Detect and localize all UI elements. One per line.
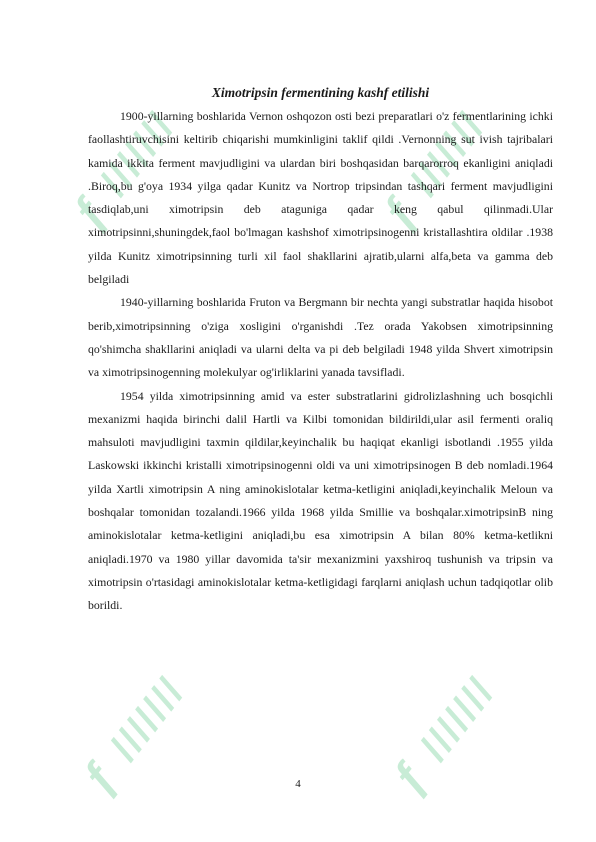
paragraph-2: 1940-yillarning boshlarida Fruton va Bergmann bir nechta yangi substratlar haqida hisobot berib,ximotripsinning o'ziga xosligini o'rganishdi .Tez orada Yakobsen ximotripsinning qo'shimcha shakllarini aniqladi va ularni delta va pi deb belgiladi 1948 yilda Shvert ximotripsin va ximotripsinogenning molekulyar og'irliklarini yanada tavsifladi. (88, 295, 553, 380)
page-number: 4 (295, 778, 301, 790)
watermark-mark-4: ƒ /////// (380, 669, 504, 803)
paragraph-1: 1900-yillarning boshlarida Vernon oshqozon osti bezi preparatlari o'z fermentlarining ichki faollashtiruvchisini keltirib chiqarishi mumkinligini taklif qildi .Vernonning sut ivish tajribalari kamida ikkita ferment mavjudligini va ulardan biri boshqasidan barqarorroq ekanligini aniqladi .Biroq,bu g'oya 1934 yilga qadar Kunitz va Nortrop tripsindan tashqari ferment mavjudligini tasdiqlab,uni ximotripsin deb ataguniga qadar keng qabul qilinmadi.Ular ximotripsinni,shuningdek,faol bo'lmagan kashshof ximotripsinogenni kristallashtira oldilar .1938 yilda Kunitz ximotripsinning turli xil faol shakllarini ajratib,ularni alfa,beta va gamma deb belgiladi (88, 109, 553, 287)
document-body (88, 82, 553, 618)
document-title: Ximotripsin fermentining kashf etilishi (211, 85, 430, 100)
paragraph-3: 1954 yilda ximotripsinning amid va ester substratlarini gidrolizlashning uch bosqichli mexanizmi haqida birinchi dalil Hartli va Kilbi tomonidan bildirildi,ular asil fermenti oraliq mahsuloti mavjudligini taxmin qildilar,keyinchalik bu haqiqat ekanligi isbotlandi .1955 yilda Laskowski ikkinchi kristalli ximotripsinogenni oldi va uni ximotripsinogen B deb nomladi.1964 yilda Xartli ximotripsin A ning aminokislotalar ketma-ketligini aniqladi,keyinchalik Meloun va boshqalar tomonidan tozalandi.1966 yilda 1968 yilda Smillie va boshqalar.ximotripsinB ning aminokislotalar ketma-ketligini aniqladi,bu esa ximotripsin A bilan 80% ketma-ketlikni aniqladi.1970 va 1980 yillar davomida ta'sir mexanizmini yaxshiroq tushunish va tripsin va ximotripsin o'rtasidagi aminokislotalar ketma-ketligidagi farqlarni aniqlash uchun tadqiqotlar olib borildi. (88, 388, 553, 613)
watermark-mark-3: ƒ /////// (70, 669, 194, 803)
watermark-mark-2: ƒ /////// (370, 104, 494, 238)
watermark-mark-1: ƒ /////// (60, 104, 184, 238)
